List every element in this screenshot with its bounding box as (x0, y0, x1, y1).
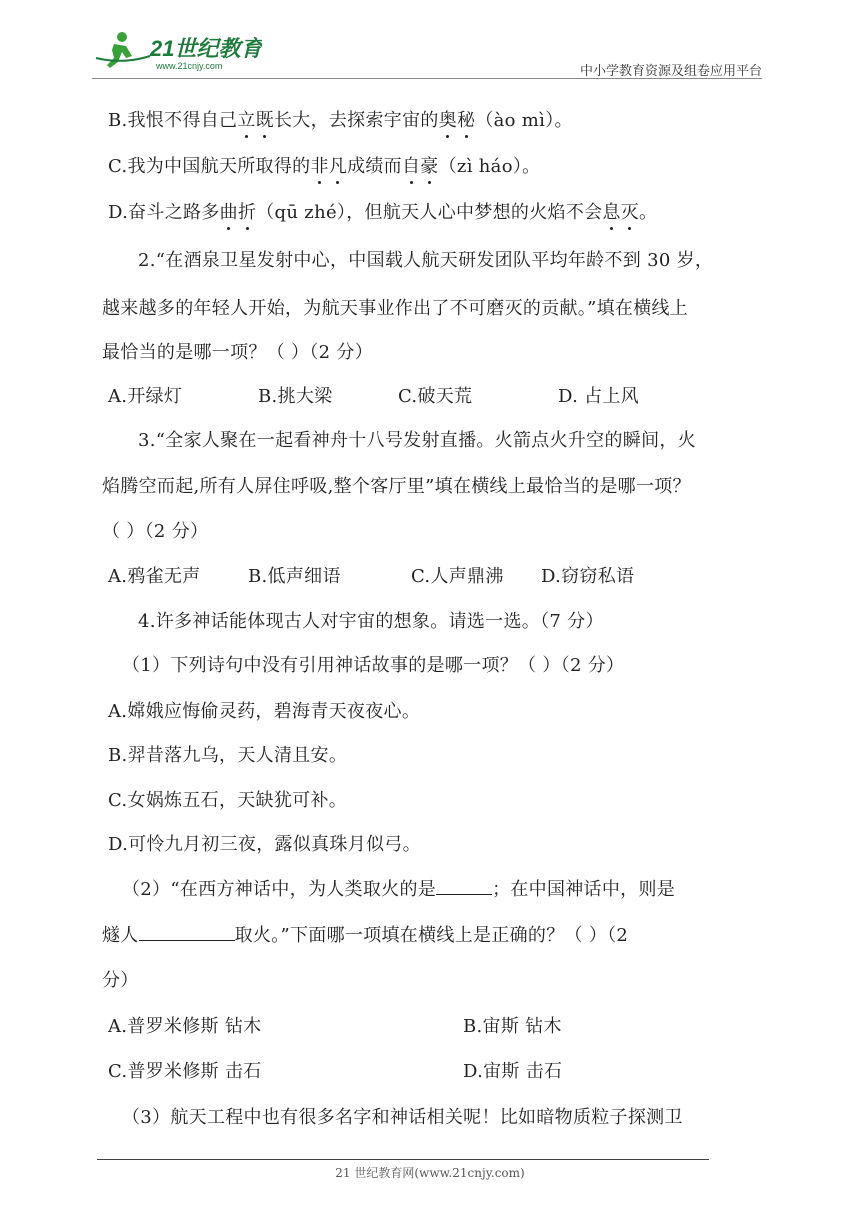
q3-option-c[interactable]: C.人声鼎沸 (411, 566, 504, 587)
logo-url: www.21cnjy.com (156, 61, 223, 71)
q3-stem-line2: 焰腾空而起,所有人屏住呼吸,整个客厅里”填在横线上最恰当的是哪一项？ (102, 476, 691, 497)
q3-option-a[interactable]: A.鸦雀无声 (108, 566, 201, 587)
q4-sub1-option-c[interactable]: C.女娲炼五石，天缺犹可补。 (108, 790, 348, 811)
q4-sub2-options-row2 (108, 1057, 562, 1083)
q4-sub2-option-a[interactable]: A.普罗米修斯 钻木 (108, 1016, 262, 1037)
q2-option-a[interactable]: A.开绿灯 (108, 386, 183, 407)
header-divider (92, 78, 762, 79)
header-platform-text: 中小学教育资源及组卷应用平台 (579, 64, 762, 79)
q2-stem-line3: 最恰当的是哪一项？（ ）（2 分） (102, 342, 373, 363)
q2-stem-line2: 越来越多的年轻人开始，为航天事业作出了不可磨灭的贡献。”填在横线上 (102, 298, 689, 319)
q4-sub1-option-a[interactable]: A.嫦娥应悔偷灵药，碧海青天夜夜心。 (108, 701, 421, 722)
q1-option-d: D.奋斗之路多曲折（qū zhé），但航天人心中梦想的火焰不会息灭。 (108, 198, 657, 224)
q4-sub2-option-d[interactable]: D.宙斯 击石 (463, 1061, 563, 1082)
q4-sub3-line1: （3）航天工程中也有很多名字和神话相关呢！比如暗物质粒子探测卫 (122, 1107, 683, 1128)
q4-sub2-line2: 燧人 取火。”下面哪一项填在横线上是正确的？（ ）（2 (102, 925, 629, 946)
q4-sub2-options-row1 (108, 1012, 562, 1038)
q3-option-b[interactable]: B.低声细语 (248, 566, 341, 587)
q4-sub2-line1: （2）“在西方神话中，为人类取火的是 ；在中国神话中，则是 (122, 879, 676, 900)
q4-sub2-option-b[interactable]: B.宙斯 钻木 (463, 1016, 562, 1037)
q1-option-c: C.我为中国航天所取得的非凡成绩而自豪（zì háo）。 (108, 152, 540, 178)
q4-sub1-option-d[interactable]: D.可怜九月初三夜，露似真珠月似弓。 (108, 834, 421, 855)
page-header (92, 28, 762, 78)
q2-option-d[interactable]: D. 占上风 (558, 386, 640, 407)
q2-options (108, 382, 639, 408)
q3-options (108, 562, 634, 588)
q3-option-d[interactable]: D.窃窃私语 (541, 566, 635, 587)
q2-option-b[interactable]: B.挑大梁 (258, 386, 333, 407)
q4-sub1-stem: （1）下列诗句中没有引用神话故事的是哪一项？（ ）（2 分） (122, 655, 625, 676)
answer-blank[interactable] (139, 926, 235, 941)
q3-stem-line1: 3.“全家人聚在一起看神舟十八号发射直播。火箭点火升空的瞬间，火 (138, 430, 696, 451)
q3-stem-line3: （ ）（2 分） (102, 521, 209, 542)
page-footer: 21 世纪教育网(www.21cnjy.com) (335, 1166, 525, 1180)
logo-text: 21世纪教育 (150, 36, 262, 61)
q1-option-b: B.我恨不得自己立既长大，去探索宇宙的奥秘（ào mì）。 (108, 106, 573, 132)
footer-divider (97, 1159, 709, 1160)
logo (92, 28, 262, 76)
runner-icon (96, 32, 150, 68)
q2-stem-line1: 2.“在酒泉卫星发射中心，中国载人航天研发团队平均年龄不到 30 岁， (138, 250, 714, 271)
q4-intro: 4.许多神话能体现古人对宇宙的想象。请选一选。（7 分） (138, 611, 604, 632)
q4-sub2-option-c[interactable]: C.普罗米修斯 击石 (108, 1061, 262, 1082)
q4-sub2-line3: 分） (102, 970, 139, 991)
q2-option-c[interactable]: C.破天荒 (398, 386, 473, 407)
q4-sub1-option-b[interactable]: B.羿昔落九乌，天人清且安。 (108, 745, 348, 766)
answer-blank[interactable] (436, 880, 492, 895)
